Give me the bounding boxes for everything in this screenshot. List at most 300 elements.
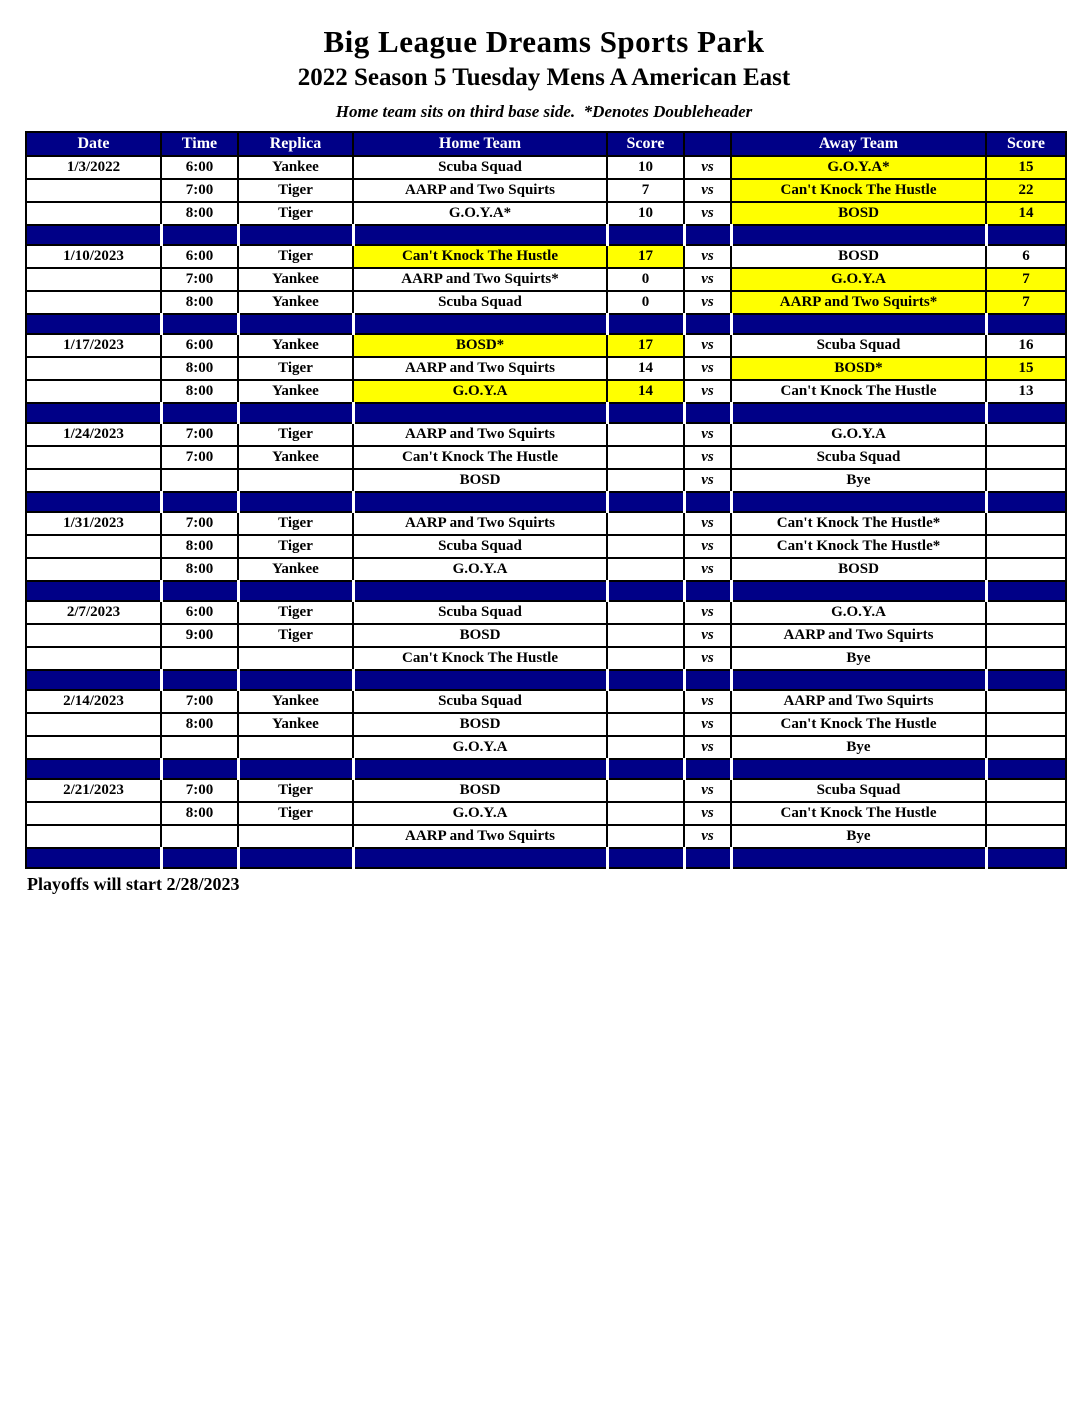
date-cell: 1/31/2023 [26,512,161,535]
home-score-cell: 10 [607,202,684,225]
separator-cell [607,314,684,334]
separator-row [26,581,1066,601]
home-team-cell: G.O.Y.A* [353,202,607,225]
header-vs [684,132,731,156]
home-score-cell: 14 [607,357,684,380]
replica-cell: Tiger [238,624,353,647]
separator-cell [353,225,607,245]
replica-cell: Tiger [238,245,353,268]
separator-cell [607,670,684,690]
separator-cell [238,403,353,423]
vs-cell: vs [684,156,731,179]
vs-cell: vs [684,825,731,848]
date-cell: 1/17/2023 [26,334,161,357]
replica-cell: Tiger [238,357,353,380]
date-cell [26,357,161,380]
away-team-cell: Bye [731,647,986,670]
separator-cell [161,848,238,868]
home-score-cell [607,779,684,802]
separator-cell [238,314,353,334]
header-away-score: Score [986,132,1066,156]
time-cell: 8:00 [161,291,238,314]
away-team-cell: Can't Knock The Hustle [731,713,986,736]
separator-cell [986,848,1066,868]
separator-cell [161,225,238,245]
time-cell: 7:00 [161,423,238,446]
game-row [26,268,1066,291]
replica-cell: Yankee [238,380,353,403]
home-team-cell: Scuba Squad [353,690,607,713]
home-score-cell [607,825,684,848]
away-team-cell: Scuba Squad [731,334,986,357]
home-score-cell [607,690,684,713]
home-team-cell: BOSD [353,624,607,647]
page-title: Big League Dreams Sports Park [323,24,765,59]
separator-cell [607,225,684,245]
home-score-cell: 0 [607,291,684,314]
separator-cell [684,670,731,690]
away-team-cell: BOSD [731,202,986,225]
away-score-cell [986,558,1066,581]
vs-cell: vs [684,179,731,202]
separator-cell [731,759,986,779]
header-time: Time [161,132,238,156]
time-cell: 6:00 [161,245,238,268]
game-row [26,357,1066,380]
home-score-cell [607,647,684,670]
separator-cell [26,492,161,512]
date-cell: 2/14/2023 [26,690,161,713]
replica-cell [238,469,353,492]
game-row [26,802,1066,825]
separator-cell [684,581,731,601]
home-team-cell: G.O.Y.A [353,558,607,581]
separator-cell [161,581,238,601]
away-score-cell: 7 [986,268,1066,291]
time-cell: 7:00 [161,446,238,469]
away-team-cell: BOSD [731,245,986,268]
away-score-cell: 15 [986,156,1066,179]
time-cell [161,469,238,492]
vs-cell: vs [684,802,731,825]
game-row [26,825,1066,848]
separator-cell [26,403,161,423]
home-score-cell: 0 [607,268,684,291]
date-cell [26,624,161,647]
away-team-cell: Bye [731,736,986,759]
separator-cell [986,581,1066,601]
separator-row [26,225,1066,245]
replica-cell: Yankee [238,334,353,357]
separator-cell [607,492,684,512]
game-row [26,380,1066,403]
vs-cell: vs [684,512,731,535]
away-score-cell: 13 [986,380,1066,403]
home-team-cell: BOSD [353,779,607,802]
date-cell [26,179,161,202]
home-team-cell: AARP and Two Squirts [353,179,607,202]
separator-cell [238,581,353,601]
vs-cell: vs [684,469,731,492]
separator-cell [684,403,731,423]
away-team-cell: Can't Knock The Hustle [731,380,986,403]
replica-cell: Tiger [238,779,353,802]
schedule-table [25,131,1067,869]
separator-cell [26,670,161,690]
game-row [26,245,1066,268]
date-cell [26,713,161,736]
game-row [26,156,1066,179]
vs-cell: vs [684,446,731,469]
time-cell: 6:00 [161,601,238,624]
separator-cell [26,759,161,779]
time-cell: 8:00 [161,535,238,558]
game-row [26,334,1066,357]
separator-cell [26,848,161,868]
separator-cell [684,759,731,779]
game-row [26,713,1066,736]
separator-cell [353,314,607,334]
separator-cell [684,225,731,245]
home-score-cell [607,535,684,558]
replica-cell: Tiger [238,535,353,558]
home-score-cell [607,713,684,736]
home-score-cell: 17 [607,334,684,357]
time-cell: 7:00 [161,779,238,802]
home-score-cell: 10 [607,156,684,179]
vs-cell: vs [684,245,731,268]
header-home-team: Home Team [353,132,607,156]
time-cell: 6:00 [161,334,238,357]
separator-cell [353,581,607,601]
separator-cell [238,225,353,245]
away-team-cell: BOSD [731,558,986,581]
time-cell: 8:00 [161,713,238,736]
time-cell [161,736,238,759]
away-team-cell: Can't Knock The Hustle* [731,535,986,558]
home-team-cell: Scuba Squad [353,601,607,624]
date-cell [26,802,161,825]
away-score-cell [986,647,1066,670]
vs-cell: vs [684,202,731,225]
home-score-cell: 17 [607,245,684,268]
replica-cell: Tiger [238,512,353,535]
home-score-cell [607,423,684,446]
vs-cell: vs [684,380,731,403]
away-score-cell [986,690,1066,713]
away-score-cell [986,713,1066,736]
separator-cell [986,670,1066,690]
separator-cell [684,314,731,334]
time-cell: 8:00 [161,558,238,581]
header-home-score: Score [607,132,684,156]
separator-cell [26,314,161,334]
away-team-cell: G.O.Y.A [731,423,986,446]
separator-row [26,759,1066,779]
vs-cell: vs [684,268,731,291]
home-team-cell: AARP and Two Squirts [353,423,607,446]
header-row [26,132,1066,156]
game-row [26,601,1066,624]
away-score-cell: 22 [986,179,1066,202]
away-team-cell: AARP and Two Squirts [731,690,986,713]
time-cell: 8:00 [161,357,238,380]
home-score-cell: 14 [607,380,684,403]
time-cell: 7:00 [161,512,238,535]
home-team-cell: Can't Knock The Hustle [353,245,607,268]
separator-cell [684,848,731,868]
date-cell [26,268,161,291]
date-cell [26,535,161,558]
date-cell: 2/7/2023 [26,601,161,624]
vs-cell: vs [684,647,731,670]
separator-cell [353,492,607,512]
replica-cell: Tiger [238,802,353,825]
date-cell [26,647,161,670]
separator-cell [731,581,986,601]
home-team-cell: AARP and Two Squirts [353,825,607,848]
header-date: Date [26,132,161,156]
away-team-cell: Can't Knock The Hustle [731,802,986,825]
date-cell [26,380,161,403]
vs-cell: vs [684,713,731,736]
game-row [26,647,1066,670]
separator-cell [684,492,731,512]
away-score-cell [986,779,1066,802]
replica-cell: Tiger [238,202,353,225]
vs-cell: vs [684,624,731,647]
vs-cell: vs [684,690,731,713]
date-cell: 1/24/2023 [26,423,161,446]
home-score-cell [607,736,684,759]
game-row [26,558,1066,581]
away-score-cell [986,446,1066,469]
home-team-cell: AARP and Two Squirts* [353,268,607,291]
date-cell [26,202,161,225]
game-row [26,690,1066,713]
separator-row [26,848,1066,868]
time-cell: 8:00 [161,202,238,225]
separator-cell [607,581,684,601]
away-team-cell: AARP and Two Squirts* [731,291,986,314]
separator-cell [238,492,353,512]
separator-cell [986,492,1066,512]
home-score-cell [607,512,684,535]
vs-cell: vs [684,357,731,380]
separator-cell [731,492,986,512]
time-cell: 8:00 [161,380,238,403]
replica-cell [238,647,353,670]
date-cell [26,825,161,848]
away-team-cell: Scuba Squad [731,779,986,802]
separator-cell [161,403,238,423]
away-score-cell: 14 [986,202,1066,225]
separator-cell [238,670,353,690]
separator-row [26,403,1066,423]
away-score-cell [986,802,1066,825]
vs-cell: vs [684,558,731,581]
date-cell [26,469,161,492]
away-score-cell [986,825,1066,848]
away-team-cell: Bye [731,825,986,848]
separator-cell [238,759,353,779]
separator-cell [607,403,684,423]
separator-cell [353,670,607,690]
separator-cell [161,492,238,512]
replica-cell [238,825,353,848]
separator-cell [26,581,161,601]
vs-cell: vs [684,423,731,446]
replica-cell: Yankee [238,291,353,314]
replica-cell: Tiger [238,179,353,202]
separator-cell [161,759,238,779]
away-score-cell [986,512,1066,535]
home-team-cell: BOSD* [353,334,607,357]
game-row [26,736,1066,759]
date-cell: 2/21/2023 [26,779,161,802]
replica-cell: Yankee [238,268,353,291]
game-row [26,202,1066,225]
separator-cell [986,759,1066,779]
time-cell: 7:00 [161,690,238,713]
doubleheader-note: Home team sits on third base side. *Denotes Doubleheader [335,102,753,121]
separator-cell [731,670,986,690]
home-team-cell: BOSD [353,713,607,736]
away-team-cell: Bye [731,469,986,492]
game-row [26,512,1066,535]
home-score-cell: 7 [607,179,684,202]
game-row [26,469,1066,492]
home-team-cell: G.O.Y.A [353,736,607,759]
away-score-cell [986,601,1066,624]
home-team-cell: AARP and Two Squirts [353,512,607,535]
away-score-cell [986,736,1066,759]
vs-cell: vs [684,601,731,624]
separator-cell [161,314,238,334]
page-subtitle: 2022 Season 5 Tuesday Mens A American East [297,64,791,91]
game-row [26,423,1066,446]
vs-cell: vs [684,779,731,802]
home-score-cell [607,558,684,581]
away-team-cell: Can't Knock The Hustle* [731,512,986,535]
away-score-cell [986,624,1066,647]
replica-cell [238,736,353,759]
vs-cell: vs [684,535,731,558]
separator-cell [353,759,607,779]
separator-cell [731,314,986,334]
vs-cell: vs [684,291,731,314]
date-cell [26,558,161,581]
playoffs-note: Playoffs will start 2/28/2023 [27,874,240,894]
header-away-team: Away Team [731,132,986,156]
home-team-cell: Scuba Squad [353,535,607,558]
separator-cell [986,403,1066,423]
date-cell [26,291,161,314]
separator-cell [731,225,986,245]
separator-cell [986,314,1066,334]
home-team-cell: AARP and Two Squirts [353,357,607,380]
replica-cell: Yankee [238,446,353,469]
home-team-cell: G.O.Y.A [353,380,607,403]
game-row [26,624,1066,647]
replica-cell: Yankee [238,558,353,581]
time-cell: 9:00 [161,624,238,647]
header-replica: Replica [238,132,353,156]
separator-row [26,492,1066,512]
away-team-cell: Scuba Squad [731,446,986,469]
separator-row [26,670,1066,690]
date-cell [26,446,161,469]
home-score-cell [607,624,684,647]
time-cell: 7:00 [161,268,238,291]
home-team-cell: Can't Knock The Hustle [353,647,607,670]
separator-cell [731,403,986,423]
away-team-cell: Can't Knock The Hustle [731,179,986,202]
separator-cell [986,225,1066,245]
away-score-cell [986,469,1066,492]
separator-cell [353,403,607,423]
away-team-cell: BOSD* [731,357,986,380]
away-score-cell: 16 [986,334,1066,357]
replica-cell: Yankee [238,690,353,713]
away-score-cell [986,423,1066,446]
away-team-cell: G.O.Y.A [731,601,986,624]
date-cell: 1/3/2022 [26,156,161,179]
date-cell [26,736,161,759]
away-team-cell: G.O.Y.A* [731,156,986,179]
home-score-cell [607,469,684,492]
replica-cell: Tiger [238,601,353,624]
separator-row [26,314,1066,334]
time-cell [161,647,238,670]
time-cell: 8:00 [161,802,238,825]
vs-cell: vs [684,736,731,759]
separator-cell [161,670,238,690]
away-score-cell [986,535,1066,558]
home-team-cell: Can't Knock The Hustle [353,446,607,469]
replica-cell: Yankee [238,156,353,179]
time-cell: 6:00 [161,156,238,179]
vs-cell: vs [684,334,731,357]
separator-cell [353,848,607,868]
home-team-cell: G.O.Y.A [353,802,607,825]
home-score-cell [607,802,684,825]
home-team-cell: Scuba Squad [353,291,607,314]
game-row [26,291,1066,314]
replica-cell: Yankee [238,713,353,736]
home-score-cell [607,601,684,624]
replica-cell: Tiger [238,423,353,446]
date-cell: 1/10/2023 [26,245,161,268]
game-row [26,779,1066,802]
separator-cell [238,848,353,868]
home-team-cell: BOSD [353,469,607,492]
away-score-cell: 6 [986,245,1066,268]
away-score-cell: 7 [986,291,1066,314]
separator-cell [607,759,684,779]
time-cell: 7:00 [161,179,238,202]
game-row [26,179,1066,202]
home-score-cell [607,446,684,469]
separator-cell [607,848,684,868]
game-row [26,535,1066,558]
separator-cell [731,848,986,868]
away-score-cell: 15 [986,357,1066,380]
away-team-cell: G.O.Y.A [731,268,986,291]
separator-cell [26,225,161,245]
home-team-cell: Scuba Squad [353,156,607,179]
away-team-cell: AARP and Two Squirts [731,624,986,647]
